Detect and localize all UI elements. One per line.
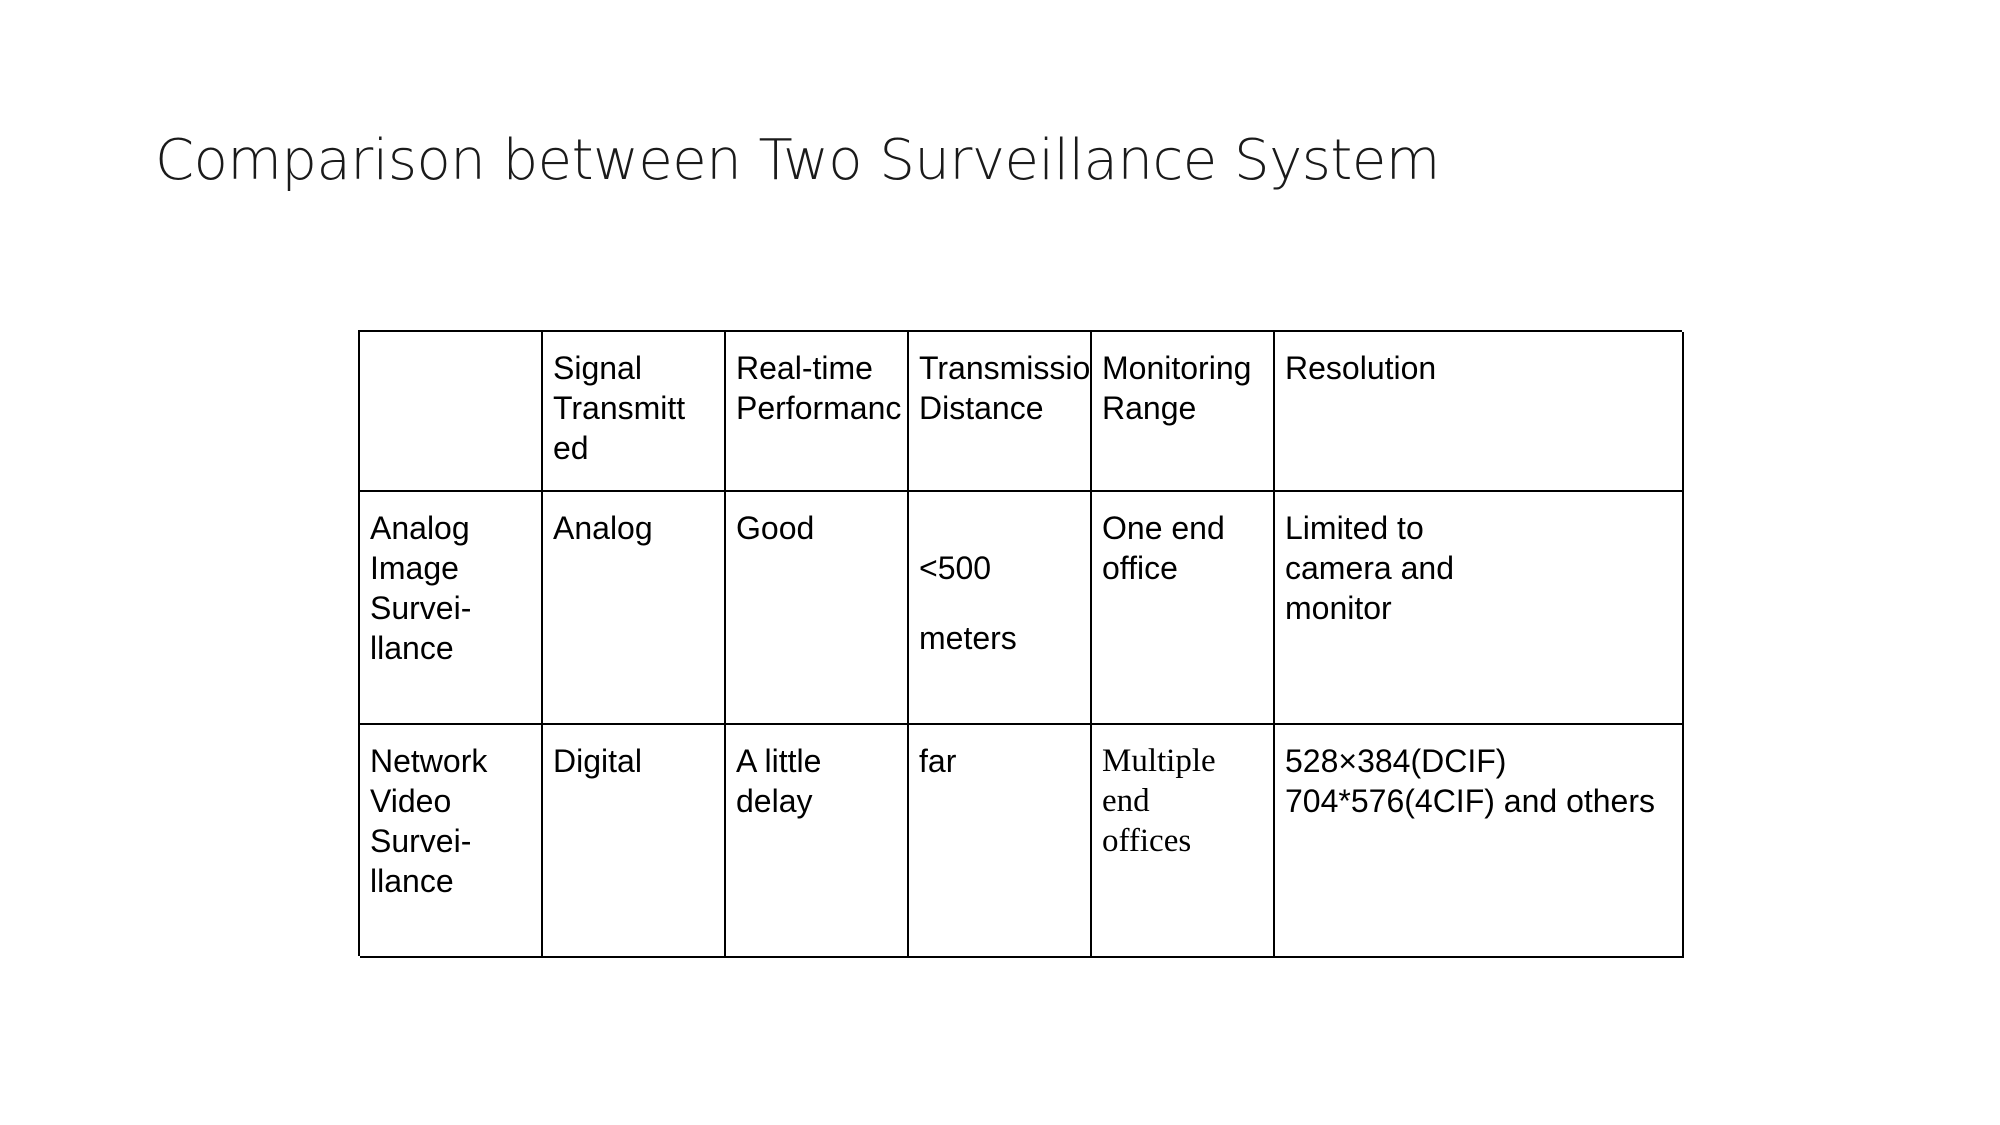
header-resolution: Resolution (1275, 332, 1684, 492)
row-analog-distance-value: <500 (919, 550, 992, 586)
row-analog-realtime: Good (726, 492, 909, 725)
header-signal-transmitted: Signal Transmitt ed (543, 332, 726, 492)
slide-title: Comparison between Two Surveillance System (155, 128, 1440, 193)
comparison-table (358, 330, 1682, 956)
row-analog-signal: Analog (543, 492, 726, 725)
row-network-distance: far (909, 725, 1092, 958)
header-realtime-performance: Real-time Performanc (726, 332, 909, 492)
row-analog-name: Analog Image Survei- llance (360, 492, 543, 725)
row-analog-distance-unit: meters (919, 620, 1017, 656)
row-network-name: Network Video Survei- llance (360, 725, 543, 958)
row-analog-resolution: Limited to camera and monitor (1275, 492, 1684, 725)
header-cell-empty (360, 332, 543, 492)
header-monitoring-range: Monitoring Range (1092, 332, 1275, 492)
row-analog-distance (909, 492, 1092, 725)
row-analog-range: One end office (1092, 492, 1275, 725)
row-network-range: Multiple end offices (1092, 725, 1275, 958)
header-transmission-distance: Transmissio Distance (909, 332, 1092, 492)
row-network-signal: Digital (543, 725, 726, 958)
row-network-resolution: 528×384(DCIF) 704*576(4CIF) and others (1275, 725, 1684, 958)
row-network-realtime: A little delay (726, 725, 909, 958)
